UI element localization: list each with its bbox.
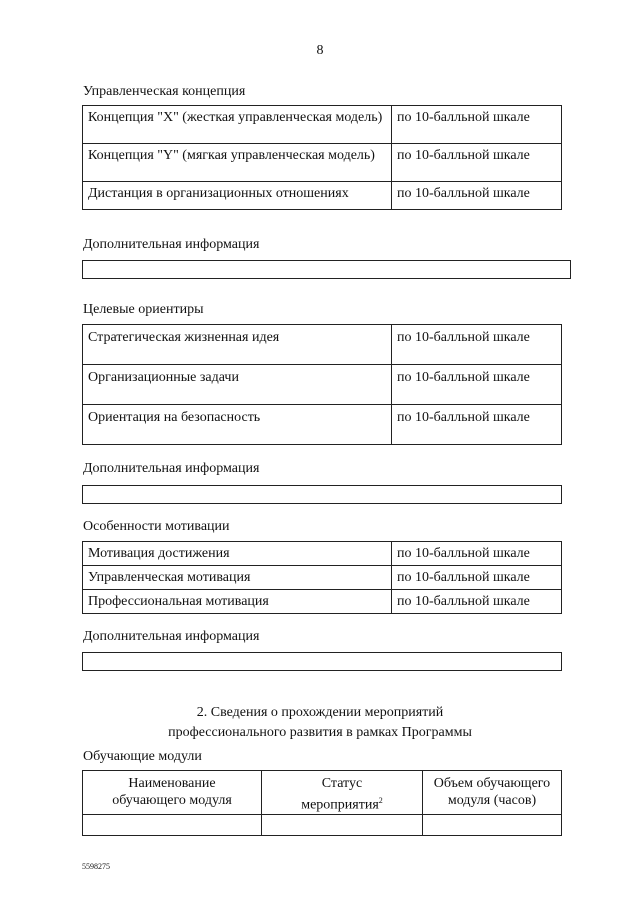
table-row — [83, 566, 562, 590]
table-row — [83, 106, 562, 144]
module-volume-cell[interactable] — [423, 814, 562, 835]
row-label: Концепция "X" (жесткая управленческая модель) — [83, 106, 392, 144]
column-header-status — [262, 771, 423, 815]
section-2-title-line2: профессионального развития в рамках Программы — [168, 725, 472, 740]
targets-additional-info-field[interactable] — [82, 485, 562, 504]
table-row — [83, 365, 562, 405]
column-header-name-line2: обучающего модуля — [112, 793, 232, 808]
column-header-volume-line1: Объем обучающего — [433, 776, 551, 791]
row-label: Ориентация на безопасность — [83, 405, 392, 445]
footnote-marker: 2 — [378, 796, 383, 805]
table-row — [83, 405, 562, 445]
row-scale: по 10-балльной шкале — [392, 405, 562, 445]
row-scale: по 10-балльной шкале — [392, 365, 562, 405]
column-header-status-line1: Статус — [321, 776, 363, 791]
table-row — [83, 814, 562, 835]
column-header-status-line2 — [267, 792, 417, 814]
management-additional-info-field[interactable] — [82, 260, 571, 279]
section-2-title-line1: 2. Сведения о прохождении мероприятий — [196, 705, 444, 720]
row-scale: по 10-балльной шкале — [392, 144, 562, 182]
page-number: 8 — [316, 43, 324, 58]
row-scale: по 10-балльной шкале — [392, 566, 562, 590]
table-row — [83, 182, 562, 210]
column-header-name-line1: Наименование — [128, 776, 216, 791]
row-label: Дистанция в организационных отношениях — [83, 182, 392, 210]
column-header-volume — [423, 771, 562, 815]
row-scale: по 10-балльной шкале — [392, 325, 562, 365]
targets-heading: Целевые ориентиры — [83, 302, 204, 317]
management-table — [82, 105, 562, 210]
table-row — [83, 590, 562, 614]
row-label: Профессиональная мотивация — [83, 590, 392, 614]
row-scale: по 10-балльной шкале — [392, 182, 562, 210]
motivation-additional-info-label: Дополнительная информация — [83, 629, 260, 644]
column-header-status-text: мероприятия — [301, 797, 379, 813]
module-name-cell[interactable] — [83, 814, 262, 835]
row-scale: по 10-балльной шкале — [392, 106, 562, 144]
row-label: Мотивация достижения — [83, 542, 392, 566]
footer-code: 5598275 — [82, 862, 110, 871]
table-row — [83, 325, 562, 365]
column-header-volume-line2: модуля (часов) — [447, 793, 537, 808]
row-label: Управленческая мотивация — [83, 566, 392, 590]
row-scale: по 10-балльной шкале — [392, 542, 562, 566]
row-scale: по 10-балльной шкале — [392, 590, 562, 614]
row-label: Концепция "Y" (мягкая управленческая модель) — [83, 144, 392, 182]
section-2-title — [0, 703, 640, 743]
motivation-additional-info-field[interactable] — [82, 652, 562, 671]
modules-heading: Обучающие модули — [83, 749, 202, 764]
targets-table — [82, 324, 562, 445]
row-label: Организационные задачи — [83, 365, 392, 405]
row-label: Стратегическая жизненная идея — [83, 325, 392, 365]
management-heading: Управленческая концепция — [83, 84, 246, 99]
table-row — [83, 144, 562, 182]
motivation-table — [82, 541, 562, 614]
column-header-name — [83, 771, 262, 815]
targets-additional-info-label: Дополнительная информация — [83, 461, 260, 476]
management-additional-info-label: Дополнительная информация — [83, 237, 260, 252]
motivation-heading: Особенности мотивации — [83, 519, 230, 534]
module-status-cell[interactable] — [262, 814, 423, 835]
table-header-row — [83, 771, 562, 815]
modules-table — [82, 770, 562, 836]
table-row — [83, 542, 562, 566]
